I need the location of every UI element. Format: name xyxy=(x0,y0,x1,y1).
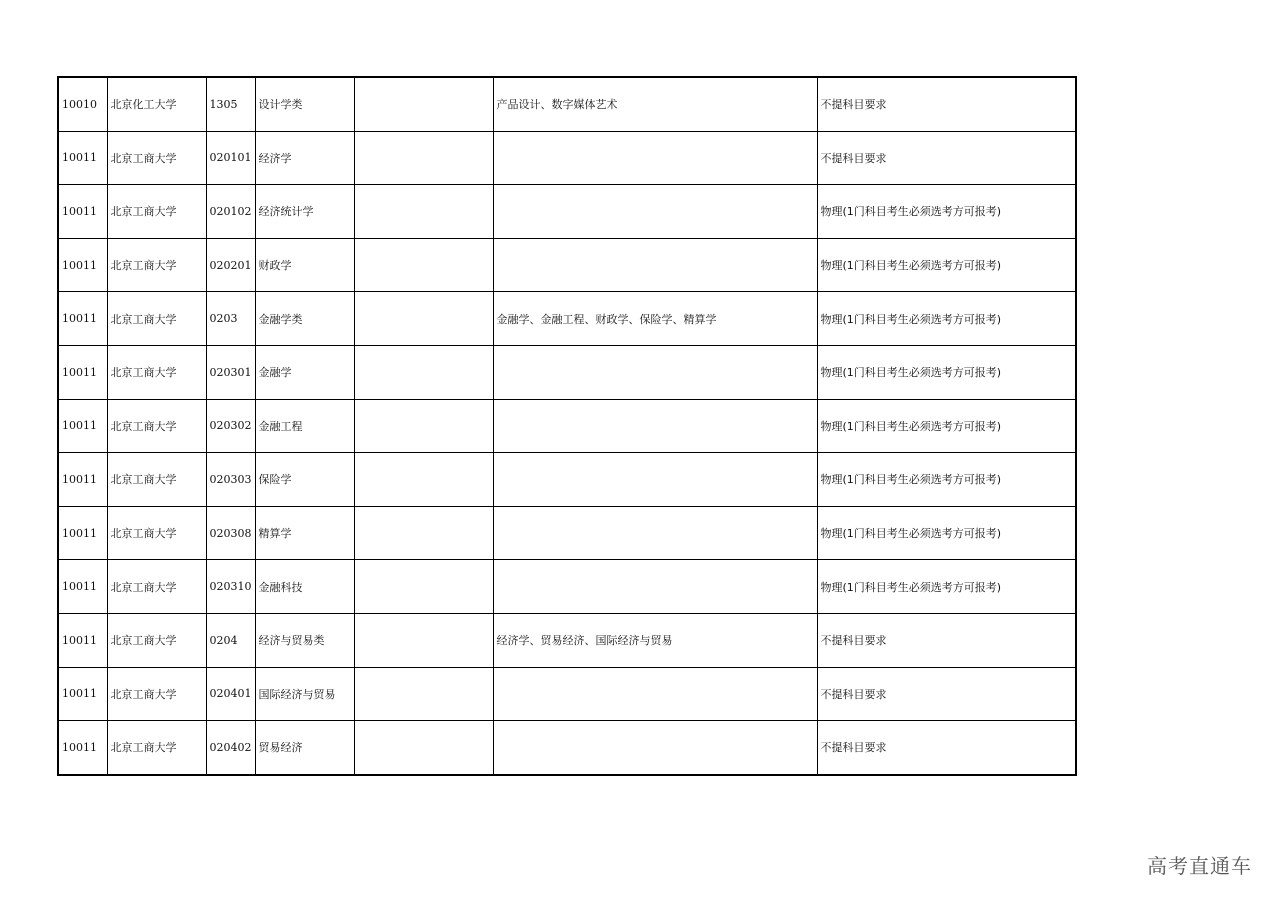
major-name-cell: 财政学 xyxy=(255,238,354,292)
subject-requirement-cell: 物理(1门科目考生必须选考方可报考) xyxy=(817,345,1076,399)
major-name-cell: 金融学 xyxy=(255,345,354,399)
subject-requirement-cell: 不提科目要求 xyxy=(817,721,1076,775)
subject-requirement-cell: 不提科目要求 xyxy=(817,131,1076,185)
major-code-cell: 1305 xyxy=(206,77,255,131)
school-name-cell: 北京工商大学 xyxy=(107,560,206,614)
major-code-cell: 0204 xyxy=(206,613,255,667)
school-code-cell: 10011 xyxy=(58,667,107,721)
included-majors-cell xyxy=(493,185,817,239)
school-code-cell: 10011 xyxy=(58,185,107,239)
note-cell xyxy=(354,131,493,185)
included-majors-cell: 金融学、金融工程、财政学、保险学、精算学 xyxy=(493,292,817,346)
major-code-cell: 020102 xyxy=(206,185,255,239)
note-cell xyxy=(354,613,493,667)
school-code-cell: 10011 xyxy=(58,345,107,399)
major-name-cell: 经济与贸易类 xyxy=(255,613,354,667)
major-code-cell: 020302 xyxy=(206,399,255,453)
table-row xyxy=(58,506,1076,560)
note-cell xyxy=(354,399,493,453)
note-cell xyxy=(354,721,493,775)
subject-requirement-cell: 物理(1门科目考生必须选考方可报考) xyxy=(817,506,1076,560)
note-cell xyxy=(354,453,493,507)
major-code-cell: 020201 xyxy=(206,238,255,292)
note-cell xyxy=(354,560,493,614)
major-name-cell: 金融科技 xyxy=(255,560,354,614)
subject-requirement-cell: 物理(1门科目考生必须选考方可报考) xyxy=(817,185,1076,239)
school-name-cell: 北京工商大学 xyxy=(107,292,206,346)
school-code-cell: 10011 xyxy=(58,453,107,507)
major-code-cell: 020101 xyxy=(206,131,255,185)
included-majors-cell xyxy=(493,560,817,614)
included-majors-cell xyxy=(493,238,817,292)
major-code-cell: 020301 xyxy=(206,345,255,399)
major-name-cell: 金融工程 xyxy=(255,399,354,453)
table-row xyxy=(58,399,1076,453)
school-name-cell: 北京工商大学 xyxy=(107,185,206,239)
subject-requirement-cell: 物理(1门科目考生必须选考方可报考) xyxy=(817,560,1076,614)
subject-requirement-cell: 不提科目要求 xyxy=(817,667,1076,721)
major-code-cell: 0203 xyxy=(206,292,255,346)
note-cell xyxy=(354,667,493,721)
school-code-cell: 10011 xyxy=(58,238,107,292)
subject-requirement-cell: 不提科目要求 xyxy=(817,613,1076,667)
table-row xyxy=(58,667,1076,721)
included-majors-cell xyxy=(493,667,817,721)
table-row xyxy=(58,238,1076,292)
school-code-cell: 10011 xyxy=(58,131,107,185)
subject-requirement-cell: 物理(1门科目考生必须选考方可报考) xyxy=(817,399,1076,453)
included-majors-cell xyxy=(493,345,817,399)
major-code-cell: 020308 xyxy=(206,506,255,560)
school-code-cell: 10011 xyxy=(58,506,107,560)
school-name-cell: 北京工商大学 xyxy=(107,667,206,721)
note-cell xyxy=(354,238,493,292)
table-row xyxy=(58,77,1076,131)
subject-requirement-cell: 不提科目要求 xyxy=(817,77,1076,131)
table-row xyxy=(58,131,1076,185)
school-name-cell: 北京化工大学 xyxy=(107,77,206,131)
school-name-cell: 北京工商大学 xyxy=(107,345,206,399)
school-name-cell: 北京工商大学 xyxy=(107,506,206,560)
table-row xyxy=(58,560,1076,614)
major-name-cell: 经济统计学 xyxy=(255,185,354,239)
included-majors-cell: 经济学、贸易经济、国际经济与贸易 xyxy=(493,613,817,667)
school-name-cell: 北京工商大学 xyxy=(107,131,206,185)
school-code-cell: 10010 xyxy=(58,77,107,131)
note-cell xyxy=(354,292,493,346)
note-cell xyxy=(354,345,493,399)
table-row xyxy=(58,345,1076,399)
school-code-cell: 10011 xyxy=(58,560,107,614)
major-code-cell: 020303 xyxy=(206,453,255,507)
major-name-cell: 经济学 xyxy=(255,131,354,185)
major-name-cell: 贸易经济 xyxy=(255,721,354,775)
major-code-cell: 020401 xyxy=(206,667,255,721)
major-code-cell: 020310 xyxy=(206,560,255,614)
table-row xyxy=(58,453,1076,507)
school-code-cell: 10011 xyxy=(58,613,107,667)
subject-requirement-cell: 物理(1门科目考生必须选考方可报考) xyxy=(817,238,1076,292)
school-code-cell: 10011 xyxy=(58,292,107,346)
included-majors-cell xyxy=(493,506,817,560)
subject-requirements-table xyxy=(57,76,1077,776)
school-code-cell: 10011 xyxy=(58,399,107,453)
school-name-cell: 北京工商大学 xyxy=(107,238,206,292)
table-row xyxy=(58,185,1076,239)
major-code-cell: 020402 xyxy=(206,721,255,775)
table-row xyxy=(58,721,1076,775)
table-row xyxy=(58,292,1076,346)
subject-requirement-cell: 物理(1门科目考生必须选考方可报考) xyxy=(817,292,1076,346)
included-majors-cell xyxy=(493,131,817,185)
school-name-cell: 北京工商大学 xyxy=(107,453,206,507)
included-majors-cell: 产品设计、数字媒体艺术 xyxy=(493,77,817,131)
included-majors-cell xyxy=(493,721,817,775)
table-row xyxy=(58,613,1076,667)
note-cell xyxy=(354,185,493,239)
school-name-cell: 北京工商大学 xyxy=(107,721,206,775)
table-body xyxy=(58,77,1076,775)
watermark-text: 高考直通车 xyxy=(1147,854,1252,878)
school-name-cell: 北京工商大学 xyxy=(107,613,206,667)
note-cell xyxy=(354,77,493,131)
included-majors-cell xyxy=(493,399,817,453)
school-name-cell: 北京工商大学 xyxy=(107,399,206,453)
subject-requirement-cell: 物理(1门科目考生必须选考方可报考) xyxy=(817,453,1076,507)
major-name-cell: 精算学 xyxy=(255,506,354,560)
major-name-cell: 保险学 xyxy=(255,453,354,507)
major-name-cell: 金融学类 xyxy=(255,292,354,346)
major-name-cell: 设计学类 xyxy=(255,77,354,131)
major-name-cell: 国际经济与贸易 xyxy=(255,667,354,721)
school-code-cell: 10011 xyxy=(58,721,107,775)
included-majors-cell xyxy=(493,453,817,507)
note-cell xyxy=(354,506,493,560)
